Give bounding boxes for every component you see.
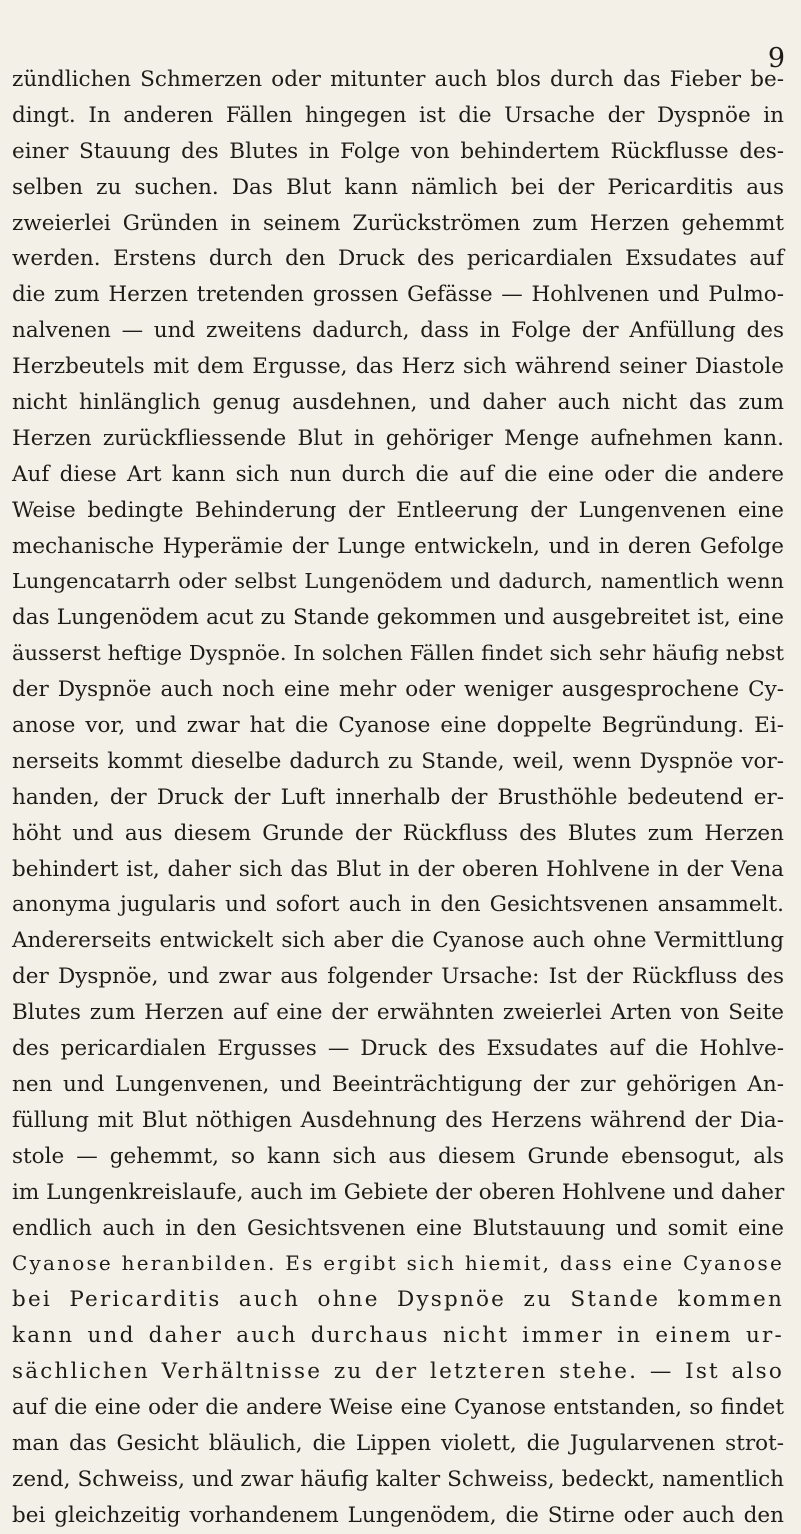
text-line: Herzbeutels mit dem Ergusse, das Herz sich während seiner Diastole xyxy=(12,354,784,380)
text-line: im Lungenkreislaufe, auch im Gebiete der oberen Hohlvene und daher xyxy=(12,1179,785,1205)
text-line: der Dyspnöe auch noch eine mehr oder weniger ausgesprochene Cy- xyxy=(12,677,784,703)
text-line: handen, der Druck der Luft innerhalb der Brusthöhle bedeutend er- xyxy=(12,784,784,810)
text-line: werden. Erstens durch den Druck des pericardialen Exsudates auf xyxy=(12,246,784,272)
text-line: auf die eine oder die andere Weise eine Cyanose entstanden, so findet xyxy=(12,1394,784,1420)
text-line: nen und Lungenvenen, und Beeinträchtigung der zur gehörigen An- xyxy=(12,1071,784,1097)
text-line: des pericardialen Ergusses — Druck des Exsudates auf die Hohlve- xyxy=(12,1036,784,1062)
text-line: mechanische Hyperämie der Lunge entwickeln, und in deren Gefolge xyxy=(12,533,784,559)
text-line: nalvenen — und zweitens dadurch, dass in Folge der Anfüllung des xyxy=(12,318,784,344)
text-line: Auf diese Art kann sich nun durch die auf die eine oder die andere xyxy=(12,461,784,487)
text-line: höht und aus diesem Grunde der Rückfluss des Blutes zum Herzen xyxy=(12,820,784,846)
text-line: die zum Herzen tretenden grossen Gefässe — Hohlvenen und Pulmo- xyxy=(12,282,784,308)
text-line: Andererseits entwickelt sich aber die Cyanose auch ohne Vermittlung xyxy=(12,928,784,954)
text-line: dingt. In anderen Fällen hingegen ist die Ursache der Dyspnöe in xyxy=(12,102,784,128)
text-line: bei gleichzeitig vorhandenem Lungenödem, die Stirne oder auch den xyxy=(12,1502,784,1528)
text-line: zündlichen Schmerzen oder mitunter auch blos durch das Fieber be- xyxy=(12,67,784,92)
text-line: zweierlei Gründen in seinem Zurückströmen zum Herzen gehemmt xyxy=(12,210,784,236)
text-line: zend, Schweiss, und zwar häufig kalter Schweiss, bedeckt, namentlich xyxy=(12,1466,784,1492)
page-number: 9 xyxy=(767,43,785,74)
text-line: nicht hinlänglich genug ausdehnen, und daher auch nicht das zum xyxy=(12,390,784,416)
text-line: füllung mit Blut nöthigen Ausdehnung des Herzens während der Dia- xyxy=(12,1107,784,1133)
text-line: der Dyspnöe, und zwar aus folgender Ursache: Ist der Rückfluss des xyxy=(12,964,784,990)
text-line: man das Gesicht bläulich, die Lippen violett, die Jugularvenen strot- xyxy=(12,1430,784,1456)
text-line: Blutes zum Herzen auf eine der erwähnten zweierlei Arten von Seite xyxy=(12,1000,784,1026)
text-line: nerseits kommt dieselbe dadurch zu Stande, weil, wenn Dyspnöe vor- xyxy=(12,748,784,774)
text-line: kann und daher auch durchaus nicht immer in einem ur- xyxy=(12,1323,784,1349)
text-line: selben zu suchen. Das Blut kann nämlich bei der Pericarditis aus xyxy=(12,174,784,200)
text-line: stole — gehemmt, so kann sich aus diesem Grunde ebensogut, als xyxy=(12,1143,784,1169)
text-line: Herzen zurückfliessende Blut in gehöriger Menge aufnehmen kann. xyxy=(12,425,784,451)
text-line: anonyma jugularis und sofort auch in den Gesichtsvenen ansammelt. xyxy=(12,892,784,918)
text-line: behindert ist, daher sich das Blut in der oberen Hohlvene in der Vena xyxy=(12,856,784,882)
text-line: endlich auch in den Gesichtsvenen eine Blutstauung und somit eine xyxy=(12,1215,784,1241)
text-line: Cyanose heranbilden. Es ergibt sich hiemit, dass eine Cyanose xyxy=(12,1251,784,1276)
text-line: das Lungenödem acut zu Stande gekommen und ausgebreitet ist, eine xyxy=(12,605,784,631)
text-line: anose vor, und zwar hat die Cyanose eine doppelte Begründung. Ei- xyxy=(12,713,784,739)
text-line: bei Pericarditis auch ohne Dyspnöe zu Stande kommen xyxy=(12,1287,784,1313)
body-text xyxy=(12,62,784,1534)
text-line: Weise bedingte Behinderung der Entleerung der Lungenvenen eine xyxy=(12,497,784,523)
text-line: äusserst heftige Dyspnöe. In solchen Fällen findet sich sehr häufig nebst xyxy=(12,641,784,666)
text-line: sächlichen Verhältnisse zu der letzteren stehe. — Ist also xyxy=(12,1359,784,1385)
text-line: Lungencatarrh oder selbst Lungenödem und dadurch, namentlich wenn xyxy=(12,569,784,594)
text-line: einer Stauung des Blutes in Folge von behindertem Rückflusse des- xyxy=(12,138,784,164)
